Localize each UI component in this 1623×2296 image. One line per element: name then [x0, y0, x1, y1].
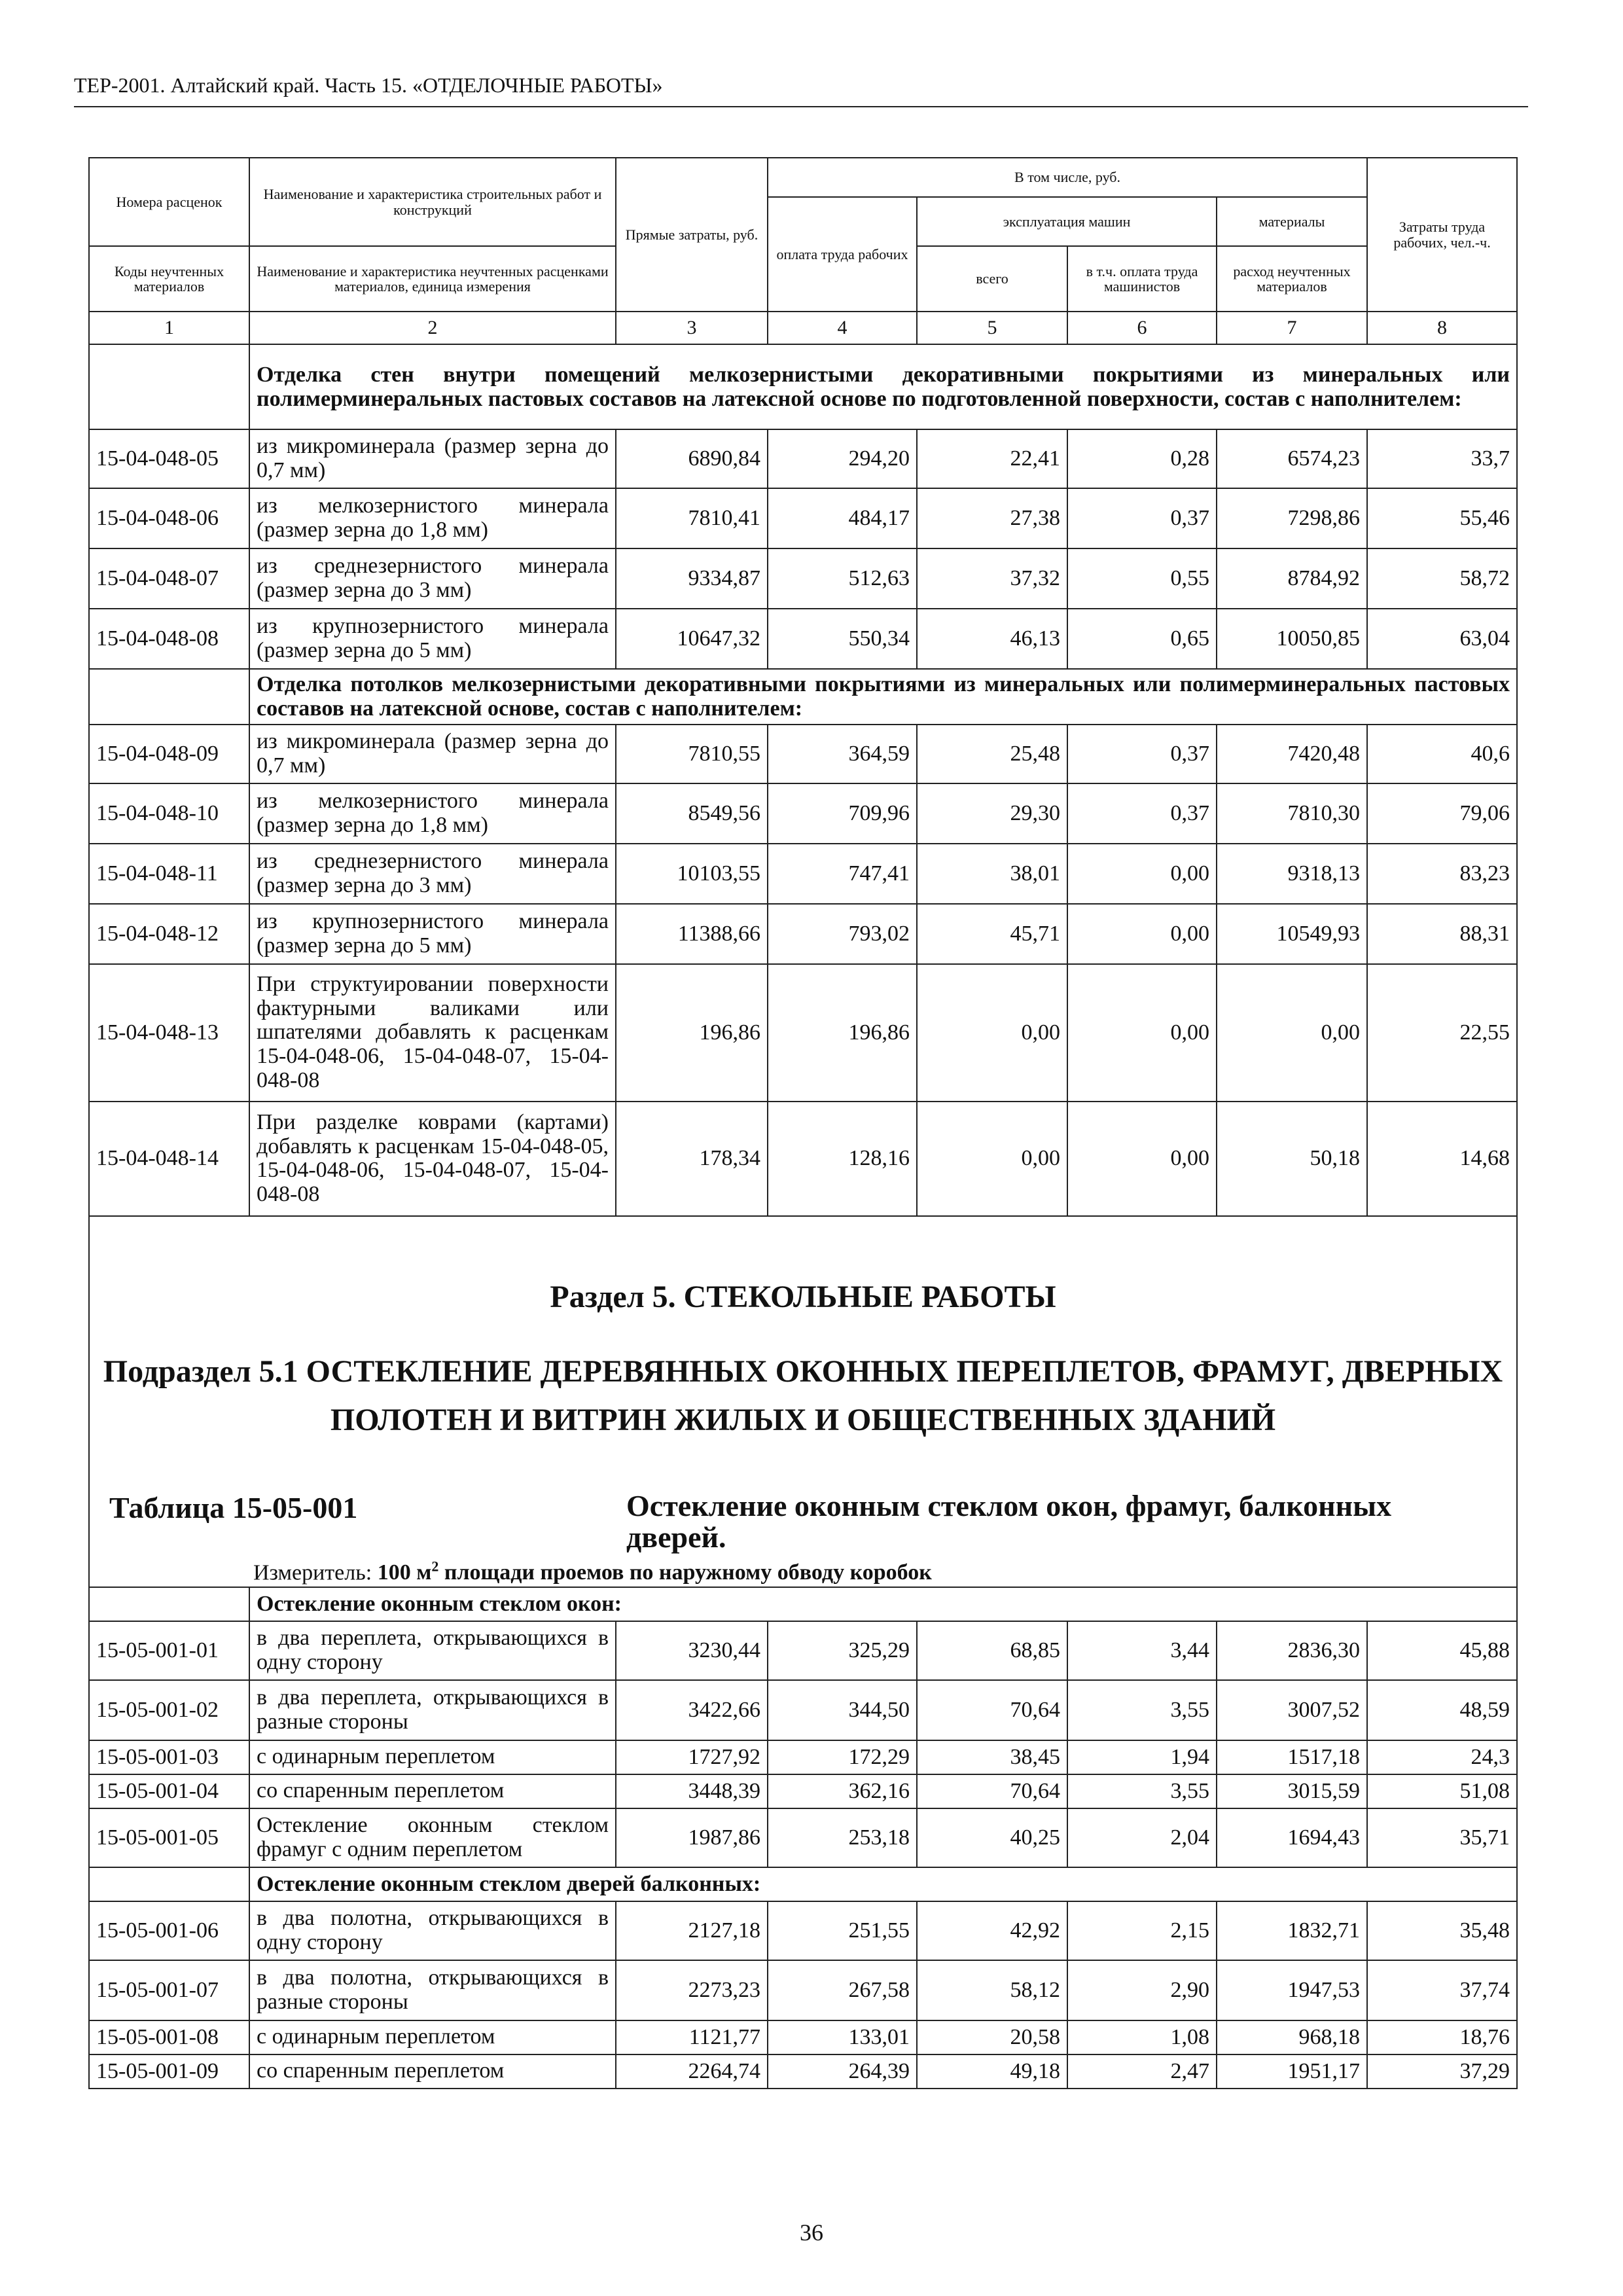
table-row	[89, 783, 1517, 844]
value-direct: 8549,56	[616, 783, 768, 844]
value-mach: 70,64	[917, 1680, 1067, 1740]
value-mach: 40,25	[917, 1808, 1067, 1867]
value-mach-pay: 0,28	[1067, 429, 1217, 488]
work-name: из микроминерала (размер зерна до 0,7 мм)	[249, 429, 616, 488]
table-row	[89, 1102, 1517, 1216]
group-title: Остекление оконным стеклом дверей балконных:	[249, 1867, 1517, 1901]
value-mach: 49,18	[917, 2054, 1067, 2089]
value-direct: 10647,32	[616, 609, 768, 669]
head-direct: Прямые затраты, руб.	[616, 158, 768, 312]
value-mach-pay: 0,00	[1067, 904, 1217, 964]
rates-table	[88, 157, 1518, 2089]
work-name: Остекление оконным стеклом фрамуг с одним переплетом	[249, 1808, 616, 1867]
value-mat: 0,00	[1217, 964, 1367, 1102]
table-row	[89, 844, 1517, 904]
rate-code: 15-05-001-04	[89, 1774, 249, 1808]
value-mach-pay: 0,55	[1067, 548, 1217, 609]
head-name-bottom: Наименование и характеристика неучтенных расценками материалов, единица измерения	[249, 246, 616, 312]
table-row	[89, 1808, 1517, 1867]
value-mat: 1517,18	[1217, 1740, 1367, 1774]
rate-code: 15-05-001-09	[89, 2054, 249, 2089]
value-pay: 264,39	[768, 2054, 917, 2089]
table-row	[89, 1621, 1517, 1680]
group-row	[89, 1867, 1517, 1901]
rate-code: 15-05-001-01	[89, 1621, 249, 1680]
group-row	[89, 1587, 1517, 1621]
head-code-top: Номера расценок	[89, 158, 249, 246]
table-name: Остекление оконным стеклом окон, фрамуг, балконных дверей.	[626, 1488, 1392, 1554]
value-mach-pay: 2,04	[1067, 1808, 1217, 1867]
value-mat: 968,18	[1217, 2020, 1367, 2054]
measure-sup: 2	[431, 1558, 439, 1575]
rate-code: 15-05-001-05	[89, 1808, 249, 1867]
rate-code: 15-05-001-08	[89, 2020, 249, 2054]
col-number: 2	[249, 312, 616, 344]
value-labor: 58,72	[1367, 548, 1517, 609]
value-pay: 253,18	[768, 1808, 917, 1867]
group-row	[89, 344, 1517, 429]
group-code-empty	[89, 1587, 249, 1621]
value-mat: 3007,52	[1217, 1680, 1367, 1740]
work-name: в два полотна, открывающихся в одну сторону	[249, 1901, 616, 1960]
rate-code: 15-05-001-06	[89, 1901, 249, 1960]
value-pay: 550,34	[768, 609, 917, 669]
rate-code: 15-04-048-12	[89, 904, 249, 964]
head-machines-total: всего	[917, 246, 1067, 312]
value-labor: 24,3	[1367, 1740, 1517, 1774]
table-label: Таблица 15-05-001	[109, 1490, 358, 1524]
group-title: Остекление оконным стеклом окон:	[249, 1587, 1517, 1621]
value-pay: 512,63	[768, 548, 917, 609]
value-mach: 42,92	[917, 1901, 1067, 1960]
rate-code: 15-04-048-14	[89, 1102, 249, 1216]
value-mach-pay: 2,90	[1067, 1960, 1217, 2020]
value-labor: 35,48	[1367, 1901, 1517, 1960]
table-row	[89, 1774, 1517, 1808]
value-pay: 325,29	[768, 1621, 917, 1680]
value-mach: 45,71	[917, 904, 1067, 964]
running-header: ТЕР-2001. Алтайский край. Часть 15. «ОТДЕЛОЧНЫЕ РАБОТЫ»	[74, 73, 663, 97]
value-direct: 6890,84	[616, 429, 768, 488]
value-direct: 178,34	[616, 1102, 768, 1216]
value-mach: 25,48	[917, 725, 1067, 783]
work-name: При структуировании поверхности фактурными валиками или шпателями добавлять к расценкам 15-04-048-06, 15-04-048-07, 15-04-048-08	[249, 964, 616, 1102]
table-row	[89, 1680, 1517, 1740]
rate-code: 15-04-048-07	[89, 548, 249, 609]
value-pay: 267,58	[768, 1960, 917, 2020]
head-machines-pay: в т.ч. оплата труда машинистов	[1067, 246, 1217, 312]
value-mat: 3015,59	[1217, 1774, 1367, 1808]
value-mach-pay: 3,55	[1067, 1680, 1217, 1740]
value-direct: 3422,66	[616, 1680, 768, 1740]
value-pay: 793,02	[768, 904, 917, 964]
value-labor: 88,31	[1367, 904, 1517, 964]
value-labor: 83,23	[1367, 844, 1517, 904]
value-mach-pay: 1,08	[1067, 2020, 1217, 2054]
table-row	[89, 429, 1517, 488]
value-mach: 46,13	[917, 609, 1067, 669]
group-title: Отделка стен внутри помещений мелкозернистыми декоративными покрытиями из минеральных или полимерминеральных пастовых составов на латексной основе по подготовленной поверхности, состав с наполнителем:	[249, 344, 1517, 429]
value-mach: 27,38	[917, 488, 1067, 548]
measure-label: Измеритель:	[253, 1560, 372, 1585]
value-mat: 7810,30	[1217, 783, 1367, 844]
head-incl: В том числе, руб.	[768, 158, 1367, 197]
value-direct: 7810,41	[616, 488, 768, 548]
value-pay: 362,16	[768, 1774, 917, 1808]
rate-code: 15-04-048-05	[89, 429, 249, 488]
header-rule	[74, 106, 1528, 107]
value-mach-pay: 0,00	[1067, 844, 1217, 904]
value-labor: 63,04	[1367, 609, 1517, 669]
value-mach-pay: 0,37	[1067, 488, 1217, 548]
value-pay: 172,29	[768, 1740, 917, 1774]
value-direct: 1727,92	[616, 1740, 768, 1774]
value-direct: 10103,55	[616, 844, 768, 904]
section-row	[89, 1216, 1517, 1587]
rate-code: 15-05-001-02	[89, 1680, 249, 1740]
work-name: с одинарным переплетом	[249, 2020, 616, 2054]
value-mat: 10050,85	[1217, 609, 1367, 669]
measure-rest: площади проемов по наружному обводу коробок	[438, 1560, 932, 1585]
value-mat: 1694,43	[1217, 1808, 1367, 1867]
value-labor: 48,59	[1367, 1680, 1517, 1740]
value-mach: 38,01	[917, 844, 1067, 904]
rate-code: 15-04-048-10	[89, 783, 249, 844]
work-name: из среднезернистого минерала (размер зерна до 3 мм)	[249, 548, 616, 609]
value-mat: 10549,93	[1217, 904, 1367, 964]
col-number: 4	[768, 312, 917, 344]
work-name: из крупнозернистого минерала (размер зерна до 5 мм)	[249, 609, 616, 669]
value-direct: 7810,55	[616, 725, 768, 783]
value-mach-pay: 2,15	[1067, 1901, 1217, 1960]
value-labor: 37,29	[1367, 2054, 1517, 2089]
head-materials-use: расход неучтенных материалов	[1217, 246, 1367, 312]
group-code-empty	[89, 669, 249, 725]
work-name: При разделке коврами (картами) добавлять к расценкам 15-04-048-05, 15-04-048-06, 15-04-048-07, 15-04-048-08	[249, 1102, 616, 1216]
head-labor: Затраты труда рабочих, чел.-ч.	[1367, 158, 1517, 312]
head-name-top: Наименование и характеристика строительных работ и конструкций	[249, 158, 616, 246]
col-number: 7	[1217, 312, 1367, 344]
value-pay: 709,96	[768, 783, 917, 844]
value-mach-pay: 0,37	[1067, 725, 1217, 783]
value-pay: 251,55	[768, 1901, 917, 1960]
value-pay: 747,41	[768, 844, 917, 904]
value-mat: 1832,71	[1217, 1901, 1367, 1960]
value-pay: 133,01	[768, 2020, 917, 2054]
table-row	[89, 2020, 1517, 2054]
table-row	[89, 1740, 1517, 1774]
value-pay: 128,16	[768, 1102, 917, 1216]
value-labor: 14,68	[1367, 1102, 1517, 1216]
value-mach: 20,58	[917, 2020, 1067, 2054]
table-row	[89, 964, 1517, 1102]
value-labor: 33,7	[1367, 429, 1517, 488]
value-direct: 1121,77	[616, 2020, 768, 2054]
value-mach: 0,00	[917, 1102, 1067, 1216]
value-mach-pay: 2,47	[1067, 2054, 1217, 2089]
value-mach: 22,41	[917, 429, 1067, 488]
col-number: 5	[917, 312, 1067, 344]
group-code-empty	[89, 1867, 249, 1901]
table-row	[89, 609, 1517, 669]
value-mach: 0,00	[917, 964, 1067, 1102]
value-labor: 35,71	[1367, 1808, 1517, 1867]
value-mach-pay: 3,44	[1067, 1621, 1217, 1680]
col-number: 8	[1367, 312, 1517, 344]
value-direct: 3230,44	[616, 1621, 768, 1680]
section-block	[90, 1217, 1516, 1587]
measure-line	[253, 1558, 932, 1585]
value-labor: 18,76	[1367, 2020, 1517, 2054]
value-mat: 8784,92	[1217, 548, 1367, 609]
value-direct: 2127,18	[616, 1901, 768, 1960]
value-mach-pay: 0,00	[1067, 1102, 1217, 1216]
head-machines: эксплуатация машин	[917, 197, 1217, 246]
work-name: со спаренным переплетом	[249, 1774, 616, 1808]
group-title: Отделка потолков мелкозернистыми декоративными покрытиями из минеральных или полимерминеральных пастовых составов на латексной основе, состав с наполнителем:	[249, 669, 1517, 725]
col-number: 3	[616, 312, 768, 344]
value-mach-pay: 0,00	[1067, 964, 1217, 1102]
value-labor: 45,88	[1367, 1621, 1517, 1680]
value-mach: 37,32	[917, 548, 1067, 609]
group-code-empty	[89, 344, 249, 429]
subsection-title: Подраздел 5.1 ОСТЕКЛЕНИЕ ДЕРЕВЯННЫХ ОКОННЫХ ПЕРЕПЛЕТОВ, ФРАМУГ, ДВЕРНЫХ ПОЛОТЕН И ВИТРИН ЖИЛЫХ И ОБЩЕСТВЕННЫХ ЗДАНИЙ	[103, 1354, 1503, 1438]
col-number: 1	[89, 312, 249, 344]
rate-code: 15-05-001-07	[89, 1960, 249, 2020]
value-labor: 55,46	[1367, 488, 1517, 548]
value-direct: 1987,86	[616, 1808, 768, 1867]
rate-code: 15-04-048-06	[89, 488, 249, 548]
value-direct: 11388,66	[616, 904, 768, 964]
value-mach-pay: 1,94	[1067, 1740, 1217, 1774]
value-mat: 7420,48	[1217, 725, 1367, 783]
rate-code: 15-04-048-08	[89, 609, 249, 669]
section-title: Раздел 5. СТЕКОЛЬНЫЕ РАБОТЫ	[550, 1279, 1056, 1314]
value-direct: 9334,87	[616, 548, 768, 609]
value-pay: 294,20	[768, 429, 917, 488]
value-labor: 40,6	[1367, 725, 1517, 783]
value-mach: 29,30	[917, 783, 1067, 844]
rate-code: 15-05-001-03	[89, 1740, 249, 1774]
table-row	[89, 904, 1517, 964]
value-mach: 70,64	[917, 1774, 1067, 1808]
value-mat: 50,18	[1217, 1102, 1367, 1216]
value-labor: 79,06	[1367, 783, 1517, 844]
work-name: из микроминерала (размер зерна до 0,7 мм)	[249, 725, 616, 783]
table-row	[89, 548, 1517, 609]
value-mach: 68,85	[917, 1621, 1067, 1680]
table-row	[89, 725, 1517, 783]
value-direct: 2264,74	[616, 2054, 768, 2089]
value-labor: 37,74	[1367, 1960, 1517, 2020]
table-row	[89, 1960, 1517, 2020]
rate-code: 15-04-048-13	[89, 964, 249, 1102]
value-labor: 22,55	[1367, 964, 1517, 1102]
work-name: в два полотна, открывающихся в разные стороны	[249, 1960, 616, 2020]
rate-code: 15-04-048-09	[89, 725, 249, 783]
page-number: 36	[800, 2219, 823, 2246]
head-materials: материалы	[1217, 197, 1367, 246]
work-name: из крупнозернистого минерала (размер зерна до 5 мм)	[249, 904, 616, 964]
value-mat: 9318,13	[1217, 844, 1367, 904]
col-number: 6	[1067, 312, 1217, 344]
table-row	[89, 2054, 1517, 2089]
value-mat: 1947,53	[1217, 1960, 1367, 2020]
work-name: со спаренным переплетом	[249, 2054, 616, 2089]
table-row	[89, 488, 1517, 548]
value-labor: 51,08	[1367, 1774, 1517, 1808]
value-mach-pay: 0,37	[1067, 783, 1217, 844]
value-direct: 3448,39	[616, 1774, 768, 1808]
value-mat: 6574,23	[1217, 429, 1367, 488]
measure-value: 100 м	[377, 1560, 432, 1585]
work-name: с одинарным переплетом	[249, 1740, 616, 1774]
value-mat: 7298,86	[1217, 488, 1367, 548]
head-code-bottom: Коды неучтенных материалов	[89, 246, 249, 312]
value-mat: 1951,17	[1217, 2054, 1367, 2089]
value-mach-pay: 0,65	[1067, 609, 1217, 669]
value-pay: 484,17	[768, 488, 917, 548]
work-name: из среднезернистого минерала (размер зерна до 3 мм)	[249, 844, 616, 904]
work-name: из мелкозернистого минерала (размер зерна до 1,8 мм)	[249, 783, 616, 844]
value-mat: 2836,30	[1217, 1621, 1367, 1680]
section-cell	[89, 1216, 1517, 1587]
value-mach: 58,12	[917, 1960, 1067, 2020]
value-pay: 364,59	[768, 725, 917, 783]
value-pay: 196,86	[768, 964, 917, 1102]
value-pay: 344,50	[768, 1680, 917, 1740]
value-mach-pay: 3,55	[1067, 1774, 1217, 1808]
work-name: в два переплета, открывающихся в разные стороны	[249, 1680, 616, 1740]
work-name: в два переплета, открывающихся в одну сторону	[249, 1621, 616, 1680]
table-row	[89, 1901, 1517, 1960]
rate-code: 15-04-048-11	[89, 844, 249, 904]
work-name: из мелкозернистого минерала (размер зерна до 1,8 мм)	[249, 488, 616, 548]
value-direct: 2273,23	[616, 1960, 768, 2020]
value-direct: 196,86	[616, 964, 768, 1102]
value-mach: 38,45	[917, 1740, 1067, 1774]
head-labor-pay: оплата труда рабочих	[768, 197, 917, 312]
group-row	[89, 669, 1517, 725]
